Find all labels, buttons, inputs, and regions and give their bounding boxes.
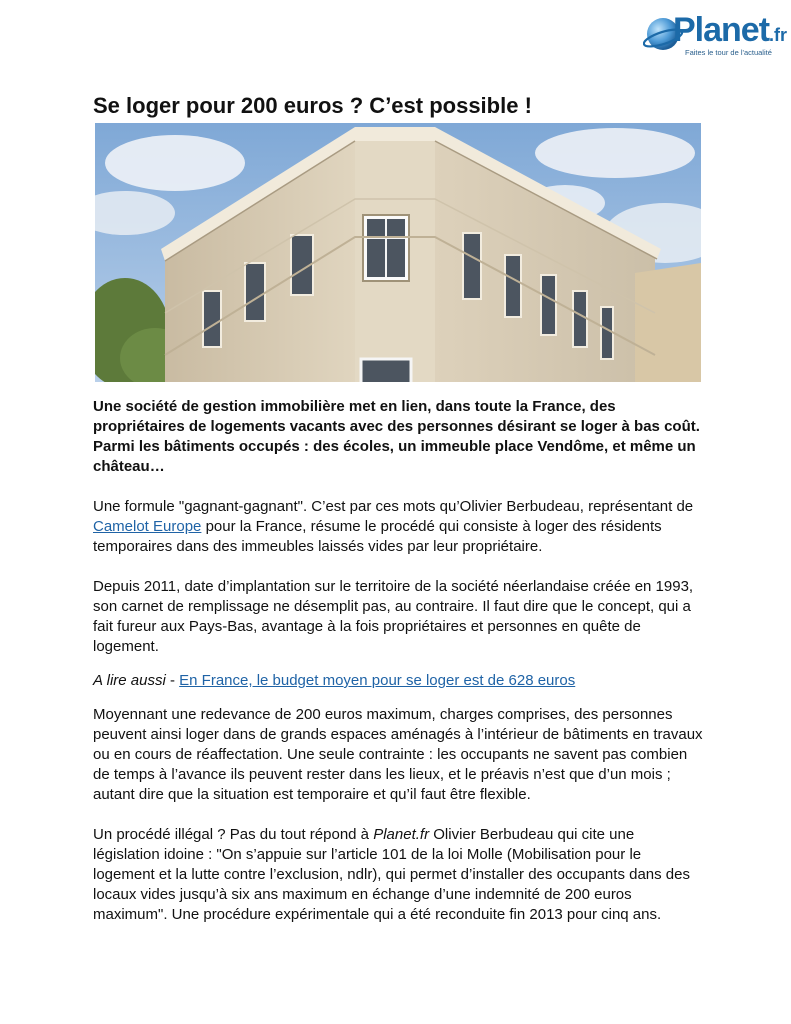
paragraph-4: Un procédé illégal ? Pas du tout répond à Planet.fr Olivier Berbudeau qui cite une législation idoine : "On s’appuie sur l’article 101 de la loi Molle (Mobilisation pour le logement et la lutte contre l’exclusion, ndlr), qui permet d’installer des occupants dans des locaux vides jusqu’à six ans maximum en échange d’une indemnité de 200 euros maximum". Une procédure expérimentale qui a été reconduite fin 2013 pour cinq ans. [93,826,690,923]
read-also: A lire aussi - En France, le budget moyen pour se loger est de 628 euros [93,672,576,689]
article-lead: Une société de gestion immobilière met en lien, dans toute la France, des propriétaires de logements vacants avec des personnes désirant se loger à bas coût. Parmi les bâtiments occupés : des écoles, un immeuble place Vendôme, et même un château… [93,398,700,475]
read-also-link[interactable]: En France, le budget moyen pour se loger est de 628 euros [179,672,576,689]
building-photo [95,123,701,382]
logo-wordmark: Planet.fr [673,11,788,49]
logo-tagline: Faites le tour de l'actualité [685,48,772,57]
camelot-europe-link[interactable]: Camelot Europe [93,518,202,535]
article-image [95,123,701,382]
planet-logo[interactable] [643,10,788,58]
paragraph-1: Une formule "gagnant-gagnant". C’est par ces mots qu’Olivier Berbudeau, représentant de Camelot Europe pour la France, résume le procédé qui consiste à loger des résidents temporaires dans des immeubles laissés vides par leur propriétaire. [93,498,694,555]
paragraph-2: Depuis 2011, date d’implantation sur le territoire de la société néerlandaise créée en 1993, son carnet de remplissage ne désemplit pas, au contraire. Il faut dire que le concept, qui a fait fureur aux Pays-Bas, avantage à la fois propriétaires et personnes en quête de logement. [93,578,694,655]
article-body [93,397,703,945]
article-title: Se loger pour 200 euros ? C’est possible ! [93,93,532,118]
paragraph-3: Moyennant une redevance de 200 euros maximum, charges comprises, des personnes peuvent ainsi loger dans de grands espaces aménagés à l’intérieur de bâtiments en travaux ou en cours de réaffectation. Une seule contrainte : les occupants ne savent pas combien de temps à l’avance ils peuvent rester dans les lieux, et le préavis n’est que d’un mois ; autant dire que la situation est temporaire et qu’il faut être flexible. [93,706,703,803]
